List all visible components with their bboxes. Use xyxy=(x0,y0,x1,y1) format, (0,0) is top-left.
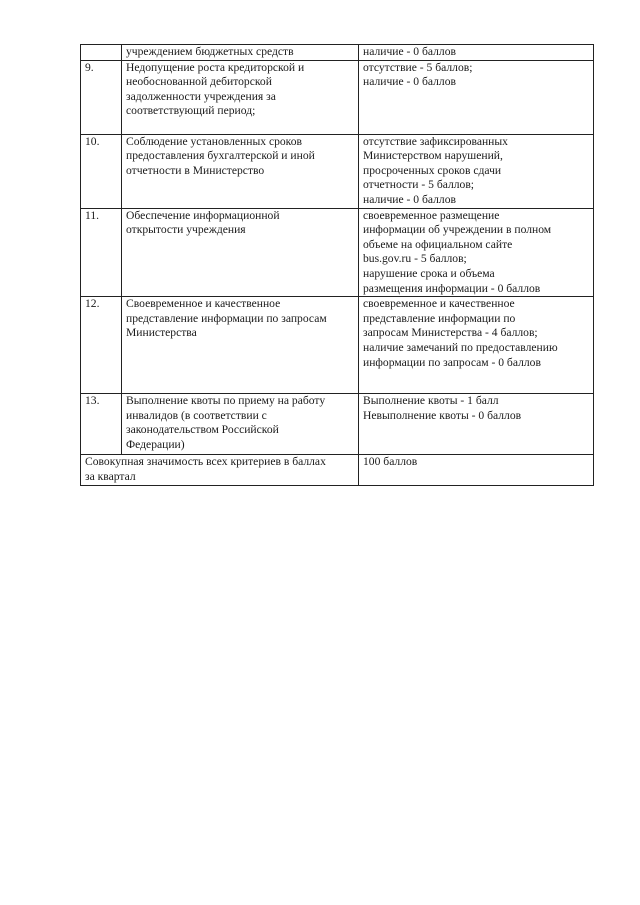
criterion-name-cell: Выполнение квоты по приему на работу инвалидов (в соответствии с законодательством Российской Федерации) xyxy=(122,394,359,455)
criteria-table xyxy=(80,44,594,486)
row-number-cell: 13. xyxy=(81,394,122,455)
criterion-score-cell: Выполнение квоты - 1 балл Невыполнение квоты - 0 баллов xyxy=(359,394,594,455)
criterion-score-cell: своевременное и качественное представление информации по запросам Министерства - 4 баллов; наличие замечаний по предоставлению информации по запросам - 0 баллов xyxy=(359,297,594,394)
total-label-cell: Совокупная значимость всех критериев в баллах за квартал xyxy=(81,455,359,486)
criterion-score-cell: отсутствие - 5 баллов; наличие - 0 баллов xyxy=(359,60,594,134)
criterion-score-cell: наличие - 0 баллов xyxy=(359,45,594,61)
table-row-total xyxy=(81,455,594,486)
total-value-cell: 100 баллов xyxy=(359,455,594,486)
table-row-continuation xyxy=(81,45,594,61)
criterion-score-cell: отсутствие зафиксированных Министерством нарушений, просроченных сроков сдачи отчетности - 5 баллов; наличие - 0 баллов xyxy=(359,134,594,208)
row-number-cell: 11. xyxy=(81,208,122,297)
row-number-cell xyxy=(81,45,122,61)
criterion-name-cell: учреждением бюджетных средств xyxy=(122,45,359,61)
row-number-cell: 9. xyxy=(81,60,122,134)
table-row xyxy=(81,394,594,455)
criterion-name-cell: Обеспечение информационной открытости учреждения xyxy=(122,208,359,297)
row-number-cell: 12. xyxy=(81,297,122,394)
table-row xyxy=(81,60,594,134)
criterion-name-cell: Своевременное и качественное представление информации по запросам Министерства xyxy=(122,297,359,394)
table-row xyxy=(81,208,594,297)
criterion-name-cell: Соблюдение установленных сроков предоставления бухгалтерской и иной отчетности в Министерство xyxy=(122,134,359,208)
row-number-cell: 10. xyxy=(81,134,122,208)
table-row xyxy=(81,297,594,394)
criterion-score-cell: своевременное размещение информации об учреждении в полном объеме на официальном сайте bus.gov.ru - 5 баллов; нарушение срока и объема размещения информации - 0 баллов xyxy=(359,208,594,297)
criterion-name-cell: Недопущение роста кредиторской и необоснованной дебиторской задолженности учреждения за соответствующий период; xyxy=(122,60,359,134)
table-row xyxy=(81,134,594,208)
